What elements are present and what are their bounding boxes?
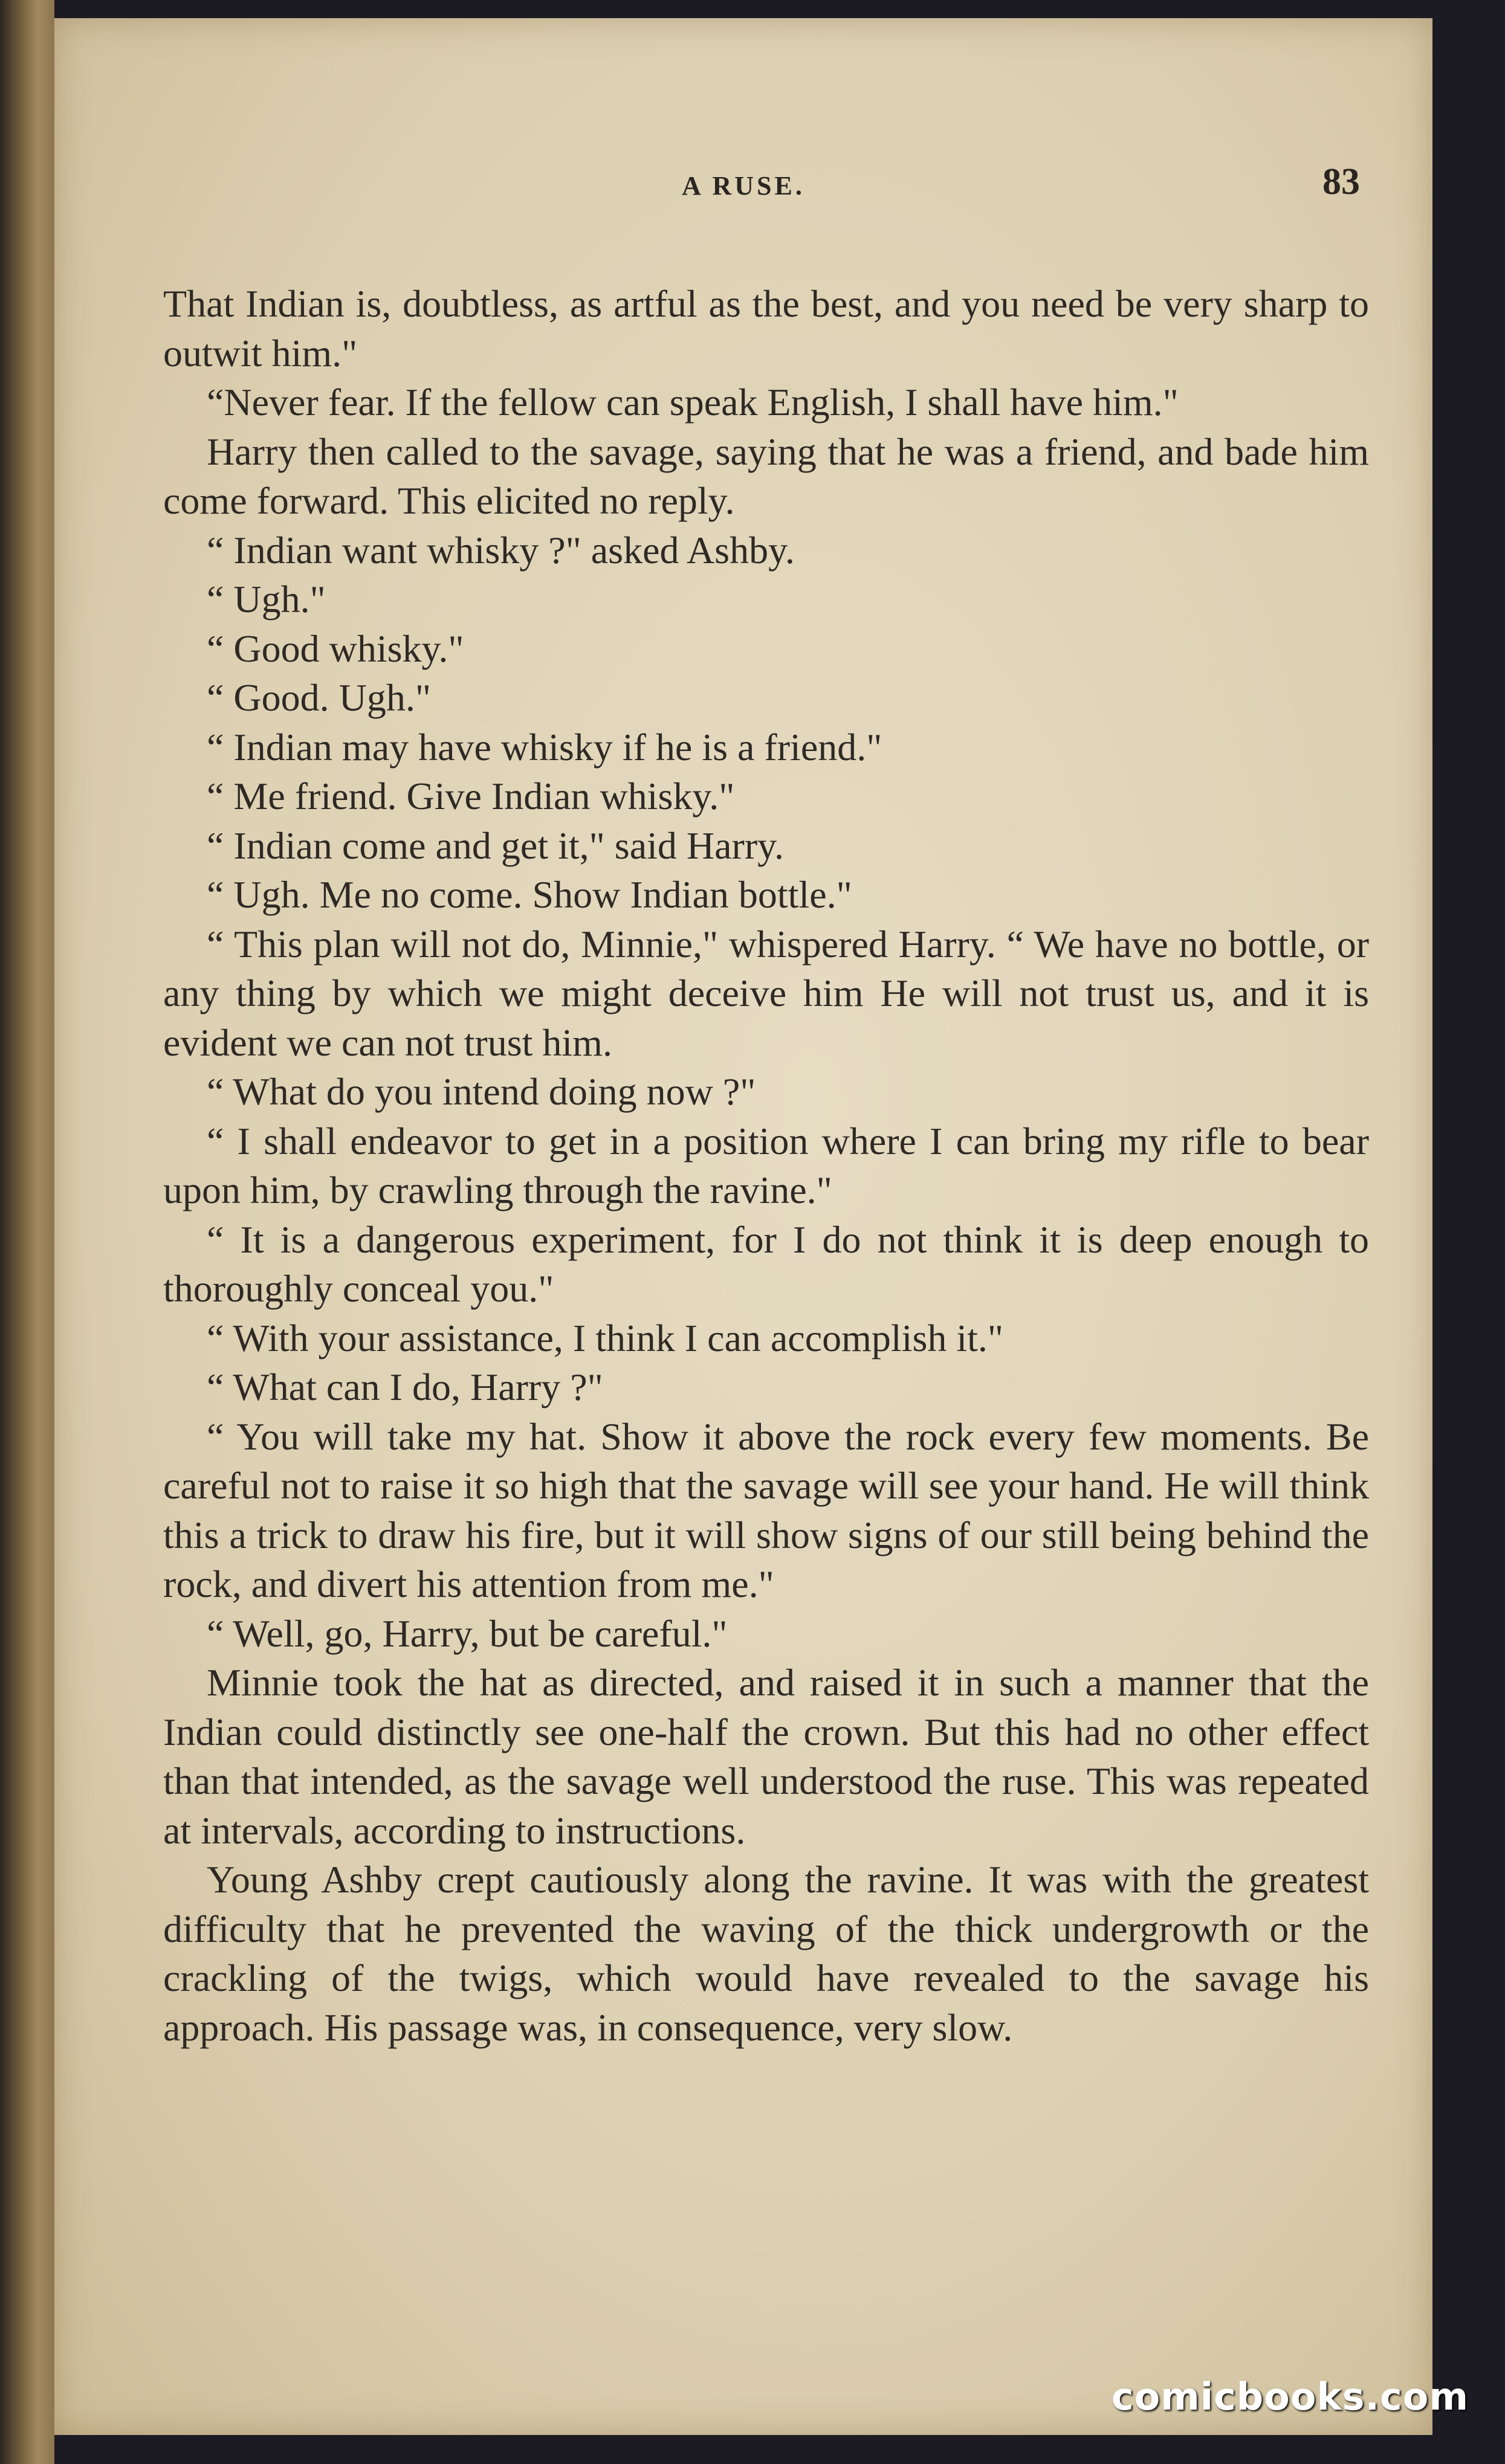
paragraph: Young Ashby crept cautiously along the ravine. It was with the greatest difficulty that he prevented the waving of the thick undergrowth or the crackling of the twigs, which would have revealed to the savage his approach. His passage was, in consequence, very slow. — [163, 1858, 1369, 2049]
paragraph: “ Well, go, Harry, but be careful." — [207, 1611, 728, 1655]
paragraph: Harry then called to the savage, saying that he was a friend, and bade him come forward. This elicited no reply. — [163, 430, 1369, 522]
paragraph: “ Indian may have whisky if he is a friend." — [207, 725, 882, 769]
paragraph: “ What can I do, Harry ?" — [207, 1366, 603, 1408]
book-spine-edge — [0, 0, 54, 2464]
paragraph: That Indian is, doubtless, as artful as the best, and you need be very sharp to outwit him." — [163, 282, 1369, 375]
paragraph: “ Indian want whisky ?" asked Ashby. — [207, 528, 795, 572]
paragraph: “ Good whisky." — [207, 627, 464, 670]
paragraph: Minnie took the hat as directed, and raised it in such a manner that the Indian could distinctly see one-half the crown. But this had no other effect than that intended, as the savage well understood the ruse. This was repeated at intervals, according to instructions. — [163, 1661, 1369, 1852]
paragraph: “ With your assistance, I think I can accomplish it." — [207, 1316, 1004, 1359]
paragraph: “ Me friend. Give Indian whisky." — [207, 775, 735, 818]
paragraph: “ Ugh. Me no come. Show Indian bottle." — [207, 873, 852, 916]
paragraph: “Never fear. If the fellow can speak English, I shall have him." — [207, 381, 1179, 424]
running-head: A RUSE. — [682, 171, 805, 201]
paragraph: “ It is a dangerous experiment, for I do not think it is deep enough to thoroughly conceal you." — [163, 1217, 1369, 1310]
paragraph: “ I shall endeavor to get in a position where I can bring my rifle to bear upon him, by crawling through the ravine." — [163, 1119, 1369, 1211]
paragraph: “ Good. Ugh." — [207, 676, 431, 719]
paragraph: “ Indian come and get it," said Harry. — [207, 824, 784, 867]
page-number: 83 — [1322, 161, 1360, 202]
paragraph: “ You will take my hat. Show it above the rock every few moments. Be careful not to raise it so high that the savage will see your hand. He will think this a trick to draw his fire, but it will show signs of our still being behind the rock, and divert his attention from me." — [163, 1414, 1369, 1605]
book-page — [54, 18, 1432, 2435]
page-body — [163, 279, 1369, 2052]
source-watermark: comicbooks.com — [1111, 2375, 1469, 2419]
paragraph: “ This plan will not do, Minnie," whispered Harry. “ We have no bottle, or any thing by which we might deceive him He will not trust us, and it is evident we can not trust him. — [163, 922, 1369, 1064]
paragraph: “ What do you intend doing now ?" — [207, 1070, 756, 1113]
paragraph: “ Ugh." — [207, 578, 326, 621]
